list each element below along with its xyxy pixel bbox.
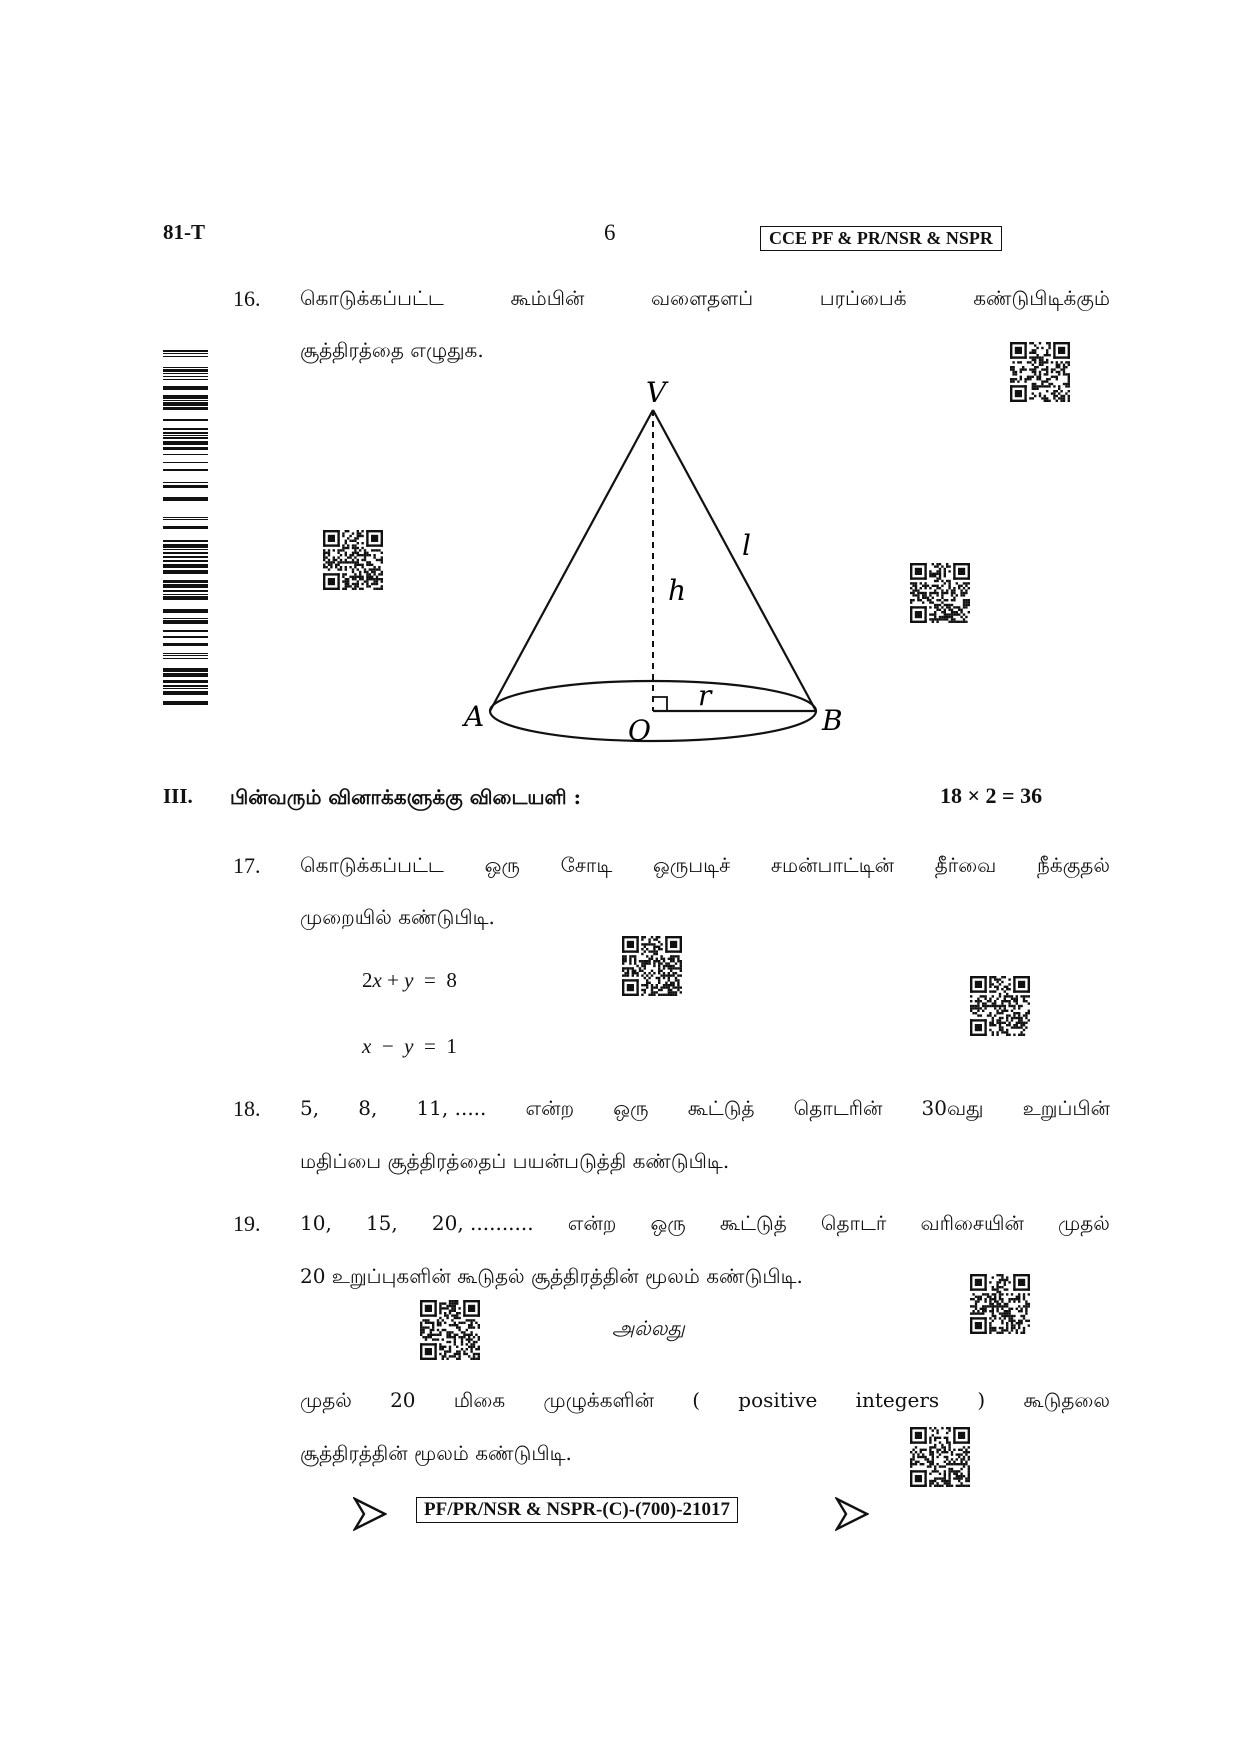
- word: கூடுதலை: [1023, 1388, 1110, 1412]
- footer-code: PF/PR/NSR & NSPR-(C)-(700)-21017: [416, 1497, 738, 1523]
- qr-code-icon: [1010, 342, 1070, 402]
- word: தொடரின்: [793, 1096, 883, 1120]
- word: ஒரு: [650, 1211, 686, 1235]
- word: என்ற: [525, 1096, 575, 1120]
- qr-code-icon: [420, 1300, 480, 1360]
- q18-line1: [300, 1098, 1110, 1118]
- word: பரப்பைக்: [819, 286, 907, 310]
- q18-number: 18.: [233, 1096, 261, 1121]
- word: positive: [738, 1388, 818, 1412]
- word: கூம்பின்: [510, 286, 585, 310]
- word: கூட்டுத்: [719, 1211, 787, 1235]
- word: integers: [855, 1388, 940, 1412]
- paper-code: CCE PF & PR/NSR & NSPR: [760, 226, 1002, 251]
- word: ஒரு: [484, 853, 520, 877]
- word: வரிசையின்: [920, 1211, 1024, 1235]
- cone-right-slant: [653, 410, 816, 711]
- equation-1: 2x + y = 8: [362, 968, 457, 992]
- qr-code-icon: [970, 976, 1030, 1036]
- word: 20, ..........: [431, 1211, 534, 1235]
- word: 10,: [300, 1211, 332, 1235]
- word: கண்டுபிடிக்கும்: [973, 286, 1110, 310]
- word: தொடர்: [820, 1211, 887, 1235]
- word: ): [977, 1388, 986, 1412]
- label-b: B: [822, 704, 843, 737]
- qr-code-icon: [910, 563, 970, 623]
- q19-alt-line1: [300, 1390, 1110, 1410]
- word: முழுக்களின்: [543, 1388, 655, 1412]
- word: 11, .....: [416, 1096, 487, 1120]
- right-angle-mark: [653, 697, 667, 711]
- section-marks: 18 × 2 = 36: [940, 783, 1043, 808]
- q16-line2: சூத்திரத்தை எழுதுக.: [300, 338, 484, 362]
- label-l: l: [742, 529, 751, 562]
- subject-code: 81-T: [163, 220, 205, 244]
- word: கொடுக்கப்பட்ட: [300, 853, 444, 877]
- or-label: அல்லது: [612, 1316, 685, 1340]
- barcode-icon: [163, 350, 208, 705]
- q18-line2: மதிப்பை சூத்திரத்தைப் பயன்படுத்தி கண்டுபிடி.: [300, 1149, 730, 1173]
- word: (: [692, 1388, 701, 1412]
- word: 8,: [358, 1096, 378, 1120]
- section-title: பின்வரும் வினாக்களுக்கு விடையளி :: [230, 785, 581, 809]
- q19-alt-line2: சூத்திரத்தின் மூலம் கண்டுபிடி.: [300, 1441, 572, 1465]
- qr-code-icon: [910, 1427, 970, 1487]
- q19-number: 19.: [233, 1211, 261, 1236]
- label-o: O: [628, 714, 651, 747]
- q16-line1: [300, 288, 1110, 308]
- label-h: h: [668, 574, 687, 607]
- arrowhead-icon: [835, 1497, 869, 1531]
- q17-number: 17.: [233, 853, 261, 878]
- page-number: 6: [604, 220, 616, 245]
- word: 15,: [365, 1211, 398, 1235]
- word: முதல்: [300, 1388, 352, 1412]
- word: ஒரு: [613, 1096, 649, 1120]
- label-r: r: [698, 679, 712, 712]
- word: 20: [390, 1388, 416, 1412]
- arrowhead-icon: [353, 1497, 387, 1531]
- section-number: III.: [163, 784, 193, 808]
- word: 30வது: [921, 1096, 984, 1120]
- word: கூட்டுத்: [687, 1096, 755, 1120]
- label-a: A: [464, 700, 485, 733]
- word: சோடி: [560, 853, 613, 877]
- word: நீக்குதல்: [1037, 853, 1110, 877]
- q17-line2: முறையில் கண்டுபிடி.: [300, 905, 495, 929]
- word: என்ற: [567, 1211, 617, 1235]
- word: தீர்வை: [934, 853, 997, 877]
- q19-line1: [300, 1213, 1110, 1233]
- cone-diagram: [450, 370, 870, 750]
- word: 5,: [300, 1096, 320, 1120]
- cone-left-slant: [490, 410, 653, 711]
- word: உறுப்பின்: [1022, 1096, 1110, 1120]
- word: ஒருபடிச்: [653, 853, 731, 877]
- label-v: V: [646, 376, 667, 409]
- word: கொடுக்கப்பட்ட: [300, 286, 444, 310]
- qr-code-icon: [970, 1274, 1030, 1334]
- qr-code-icon: [622, 936, 682, 996]
- qr-code-icon: [323, 530, 383, 590]
- word: சமன்பாட்டின்: [770, 853, 895, 877]
- word: வளைதளப்: [651, 286, 754, 310]
- equation-2: x − y = 1: [362, 1034, 457, 1058]
- word: முதல்: [1058, 1211, 1110, 1235]
- q19-line2: 20 உறுப்புகளின் கூடுதல் சூத்திரத்தின் மூலம் கண்டுபிடி.: [300, 1264, 803, 1288]
- word: மிகை: [453, 1388, 506, 1412]
- q16-number: 16.: [233, 286, 261, 311]
- q17-line1: [300, 855, 1110, 875]
